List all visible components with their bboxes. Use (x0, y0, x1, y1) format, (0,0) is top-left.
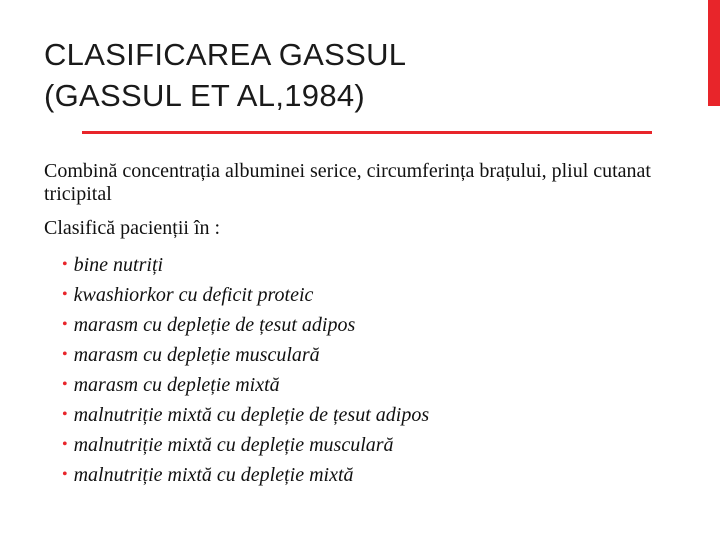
list-item-text: marasm cu depleție de țesut adipos (73, 314, 356, 336)
bullet-icon: • (62, 316, 68, 333)
list-item (62, 371, 654, 401)
list-item (62, 281, 654, 311)
list-item-text: malnutriție mixtă cu depleție de țesut adipos (73, 404, 430, 426)
list-item-text: bine nutriți (73, 254, 164, 276)
list-item-text: kwashiorkor cu deficit proteic (73, 284, 314, 306)
bullet-icon: • (62, 466, 68, 483)
title-line-2: (GASSUL ET AL,1984) (44, 78, 366, 113)
slide-body (44, 160, 654, 491)
bullet-icon: • (62, 436, 68, 453)
accent-bar (708, 0, 720, 106)
classification-list (44, 251, 654, 491)
slide-title (44, 34, 664, 116)
list-item (62, 461, 654, 491)
classification-paragraph: Clasifică pacienții în : (44, 217, 221, 239)
list-item (62, 401, 654, 431)
title-line-1: CLASIFICAREA GASSUL (44, 37, 407, 72)
list-item (62, 341, 654, 371)
bullet-icon: • (62, 346, 68, 363)
list-item-text: marasm cu depleție musculară (73, 344, 320, 366)
intro-paragraph: Combină concentrația albuminei serice, circumferința brațului, pliul cutanat tricipital (44, 160, 651, 205)
bullet-icon: • (62, 376, 68, 393)
title-underline (82, 131, 652, 134)
list-item-text: malnutriție mixtă cu depleție musculară (73, 434, 394, 456)
list-item-text: marasm cu depleție mixtă (73, 374, 280, 396)
list-item (62, 251, 654, 281)
bullet-icon: • (62, 406, 68, 423)
list-item (62, 431, 654, 461)
bullet-icon: • (62, 286, 68, 303)
list-item (62, 311, 654, 341)
bullet-icon: • (62, 256, 68, 273)
list-item-text: malnutriție mixtă cu depleție mixtă (73, 464, 354, 486)
